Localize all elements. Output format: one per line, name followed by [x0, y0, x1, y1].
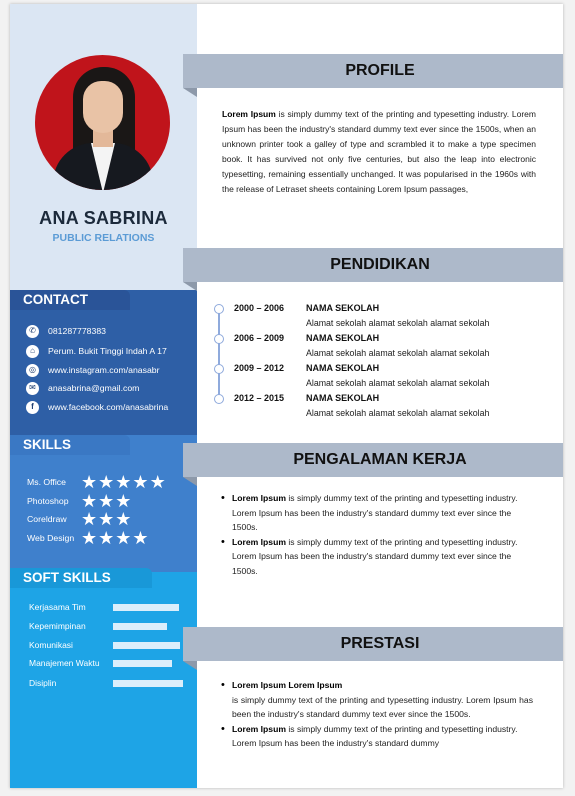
skill-label: Photoshop: [27, 496, 69, 506]
education-address: Alamat sekolah alamat sekolah alamat sekolah: [306, 318, 490, 328]
contact-heading: CONTACT: [10, 290, 130, 310]
soft-skill-label: Kepemimpinan: [29, 621, 86, 631]
soft-skill-bar: [113, 623, 167, 630]
education-header: [183, 248, 563, 282]
soft-skill-bar: [113, 604, 179, 611]
person-role: PUBLIC RELATIONS: [52, 232, 155, 244]
section-title: PENDIDIKAN: [330, 256, 430, 273]
education-school: NAMA SEKOLAH: [306, 393, 380, 403]
profile-lead: Lorem Ipsum: [222, 109, 276, 119]
achievement-description: is simply dummy text of the printing and typesetting industry. Lorem Ipsum has been the industry's standard dummy text ever since the 1500s.: [232, 694, 533, 719]
achievements-header: [183, 627, 563, 661]
star-icon: ★: [115, 509, 132, 529]
soft-skill-bar: [113, 680, 183, 687]
education-address: Alamat sekolah alamat sekolah alamat sekolah: [306, 348, 490, 358]
contact-text: 081287778383: [48, 326, 106, 336]
facebook-icon: f: [26, 401, 39, 414]
section-title: PRESTASI: [340, 635, 420, 652]
section-title: PENGALAMAN KERJA: [293, 451, 467, 468]
skill-row: [27, 530, 150, 546]
contact-text: www.instagram.com/anasabr: [48, 365, 160, 375]
experience-item: • Lorem Ipsum is simply dummy text of the printing and typesetting industry. Lorem Ipsum has been the industry's standard dummy text ever since the 1500s.: [221, 535, 533, 579]
resume-page: [10, 4, 563, 788]
soft-skill-label: Komunikasi: [29, 640, 73, 650]
contact-text: anasabrina@gmail.com: [48, 383, 140, 393]
star-icon: ★: [115, 472, 132, 492]
profile-text: [222, 107, 536, 197]
education-years: 2006 – 2009: [234, 333, 285, 343]
education-school: NAMA SEKOLAH: [306, 363, 380, 373]
star-icon: ★: [98, 528, 115, 548]
education-years: 2009 – 2012: [234, 363, 285, 373]
education-years: 2012 – 2015: [234, 393, 285, 403]
star-icon: ★: [132, 528, 149, 548]
soft-skill-label: Disiplin: [29, 678, 57, 688]
profile-photo: [35, 55, 170, 190]
skills-heading: SKILLS: [10, 435, 130, 455]
home-icon: ⌂: [26, 345, 39, 358]
profile-body: is simply dummy text of the printing and typesetting industry. Lorem Ipsum has been the industry's standard dummy text ever since the 1500s, when an unknown printer took a galley of type and scrambled it to make a type specimen book. It has survived not only five centuries, but also the leap into electronic typesetting, remaining essentially unchanged. It was popularised in the 1960s with the release of Letraset sheets containing Lorem Ipsum passages,: [222, 109, 536, 194]
soft-skills-heading: SOFT SKILLS: [10, 568, 152, 588]
timeline-dot: [214, 394, 224, 404]
star-icon: ★: [98, 472, 115, 492]
skill-row: [27, 493, 132, 509]
achievements-list: [221, 678, 533, 751]
education-school: NAMA SEKOLAH: [306, 333, 380, 343]
whatsapp-icon: ✆: [26, 325, 39, 338]
skill-row: [27, 511, 132, 527]
star-icon: ★: [81, 528, 98, 548]
star-icon: ★: [149, 472, 166, 492]
profile-header: [183, 54, 563, 88]
achievement-item: • Lorem Ipsum Lorem Ipsum: [221, 678, 533, 693]
experience-header: [183, 443, 563, 477]
timeline-dot: [214, 334, 224, 344]
section-title: PROFILE: [345, 62, 415, 79]
contact-email[interactable]: [26, 381, 139, 395]
person-name: ANA SABRINA: [39, 208, 168, 228]
skill-label: Web Design: [27, 533, 75, 543]
achievement-item: • Lorem Ipsum is simply dummy text of the printing and typesetting industry. Lorem Ipsum has been the industry's standard dummy: [221, 722, 533, 751]
soft-skill-bar: [113, 660, 172, 667]
star-icon: ★: [81, 472, 98, 492]
contact-text: Perum. Bukit Tinggi Indah A 17: [48, 346, 167, 356]
education-address: Alamat sekolah alamat sekolah alamat sekolah: [306, 378, 490, 388]
instagram-icon: ◎: [26, 364, 39, 377]
timeline-dot: [214, 304, 224, 314]
star-icon: ★: [132, 472, 149, 492]
experience-list: [221, 491, 533, 578]
star-icon: ★: [98, 491, 115, 511]
soft-skill-bar: [113, 642, 180, 649]
experience-item: • Lorem Ipsum is simply dummy text of the printing and typesetting industry. Lorem Ipsum has been the industry's standard dummy text ever since the 1500s.: [221, 491, 533, 535]
contact-instagram[interactable]: [26, 363, 160, 377]
star-icon: ★: [81, 509, 98, 529]
star-icon: ★: [115, 528, 132, 548]
timeline-dot: [214, 364, 224, 374]
education-address: Alamat sekolah alamat sekolah alamat sekolah: [306, 408, 490, 418]
soft-skill-label: Manajemen Waktu: [29, 658, 100, 668]
contact-phone: [26, 324, 106, 338]
skill-row: [27, 474, 167, 490]
star-icon: ★: [115, 491, 132, 511]
star-icon: ★: [81, 491, 98, 511]
contact-facebook[interactable]: [26, 400, 168, 414]
education-school: NAMA SEKOLAH: [306, 303, 380, 313]
soft-skill-label: Kerjasama Tim: [29, 602, 86, 612]
skill-label: Ms. Office: [27, 477, 66, 487]
contact-address: [26, 344, 167, 358]
star-icon: ★: [98, 509, 115, 529]
education-years: 2000 – 2006: [234, 303, 285, 313]
timeline-line: [218, 309, 220, 400]
email-icon: ✉: [26, 382, 39, 395]
skill-label: Coreldraw: [27, 514, 67, 524]
contact-text: www.facebook.com/anasabrina: [48, 402, 169, 412]
